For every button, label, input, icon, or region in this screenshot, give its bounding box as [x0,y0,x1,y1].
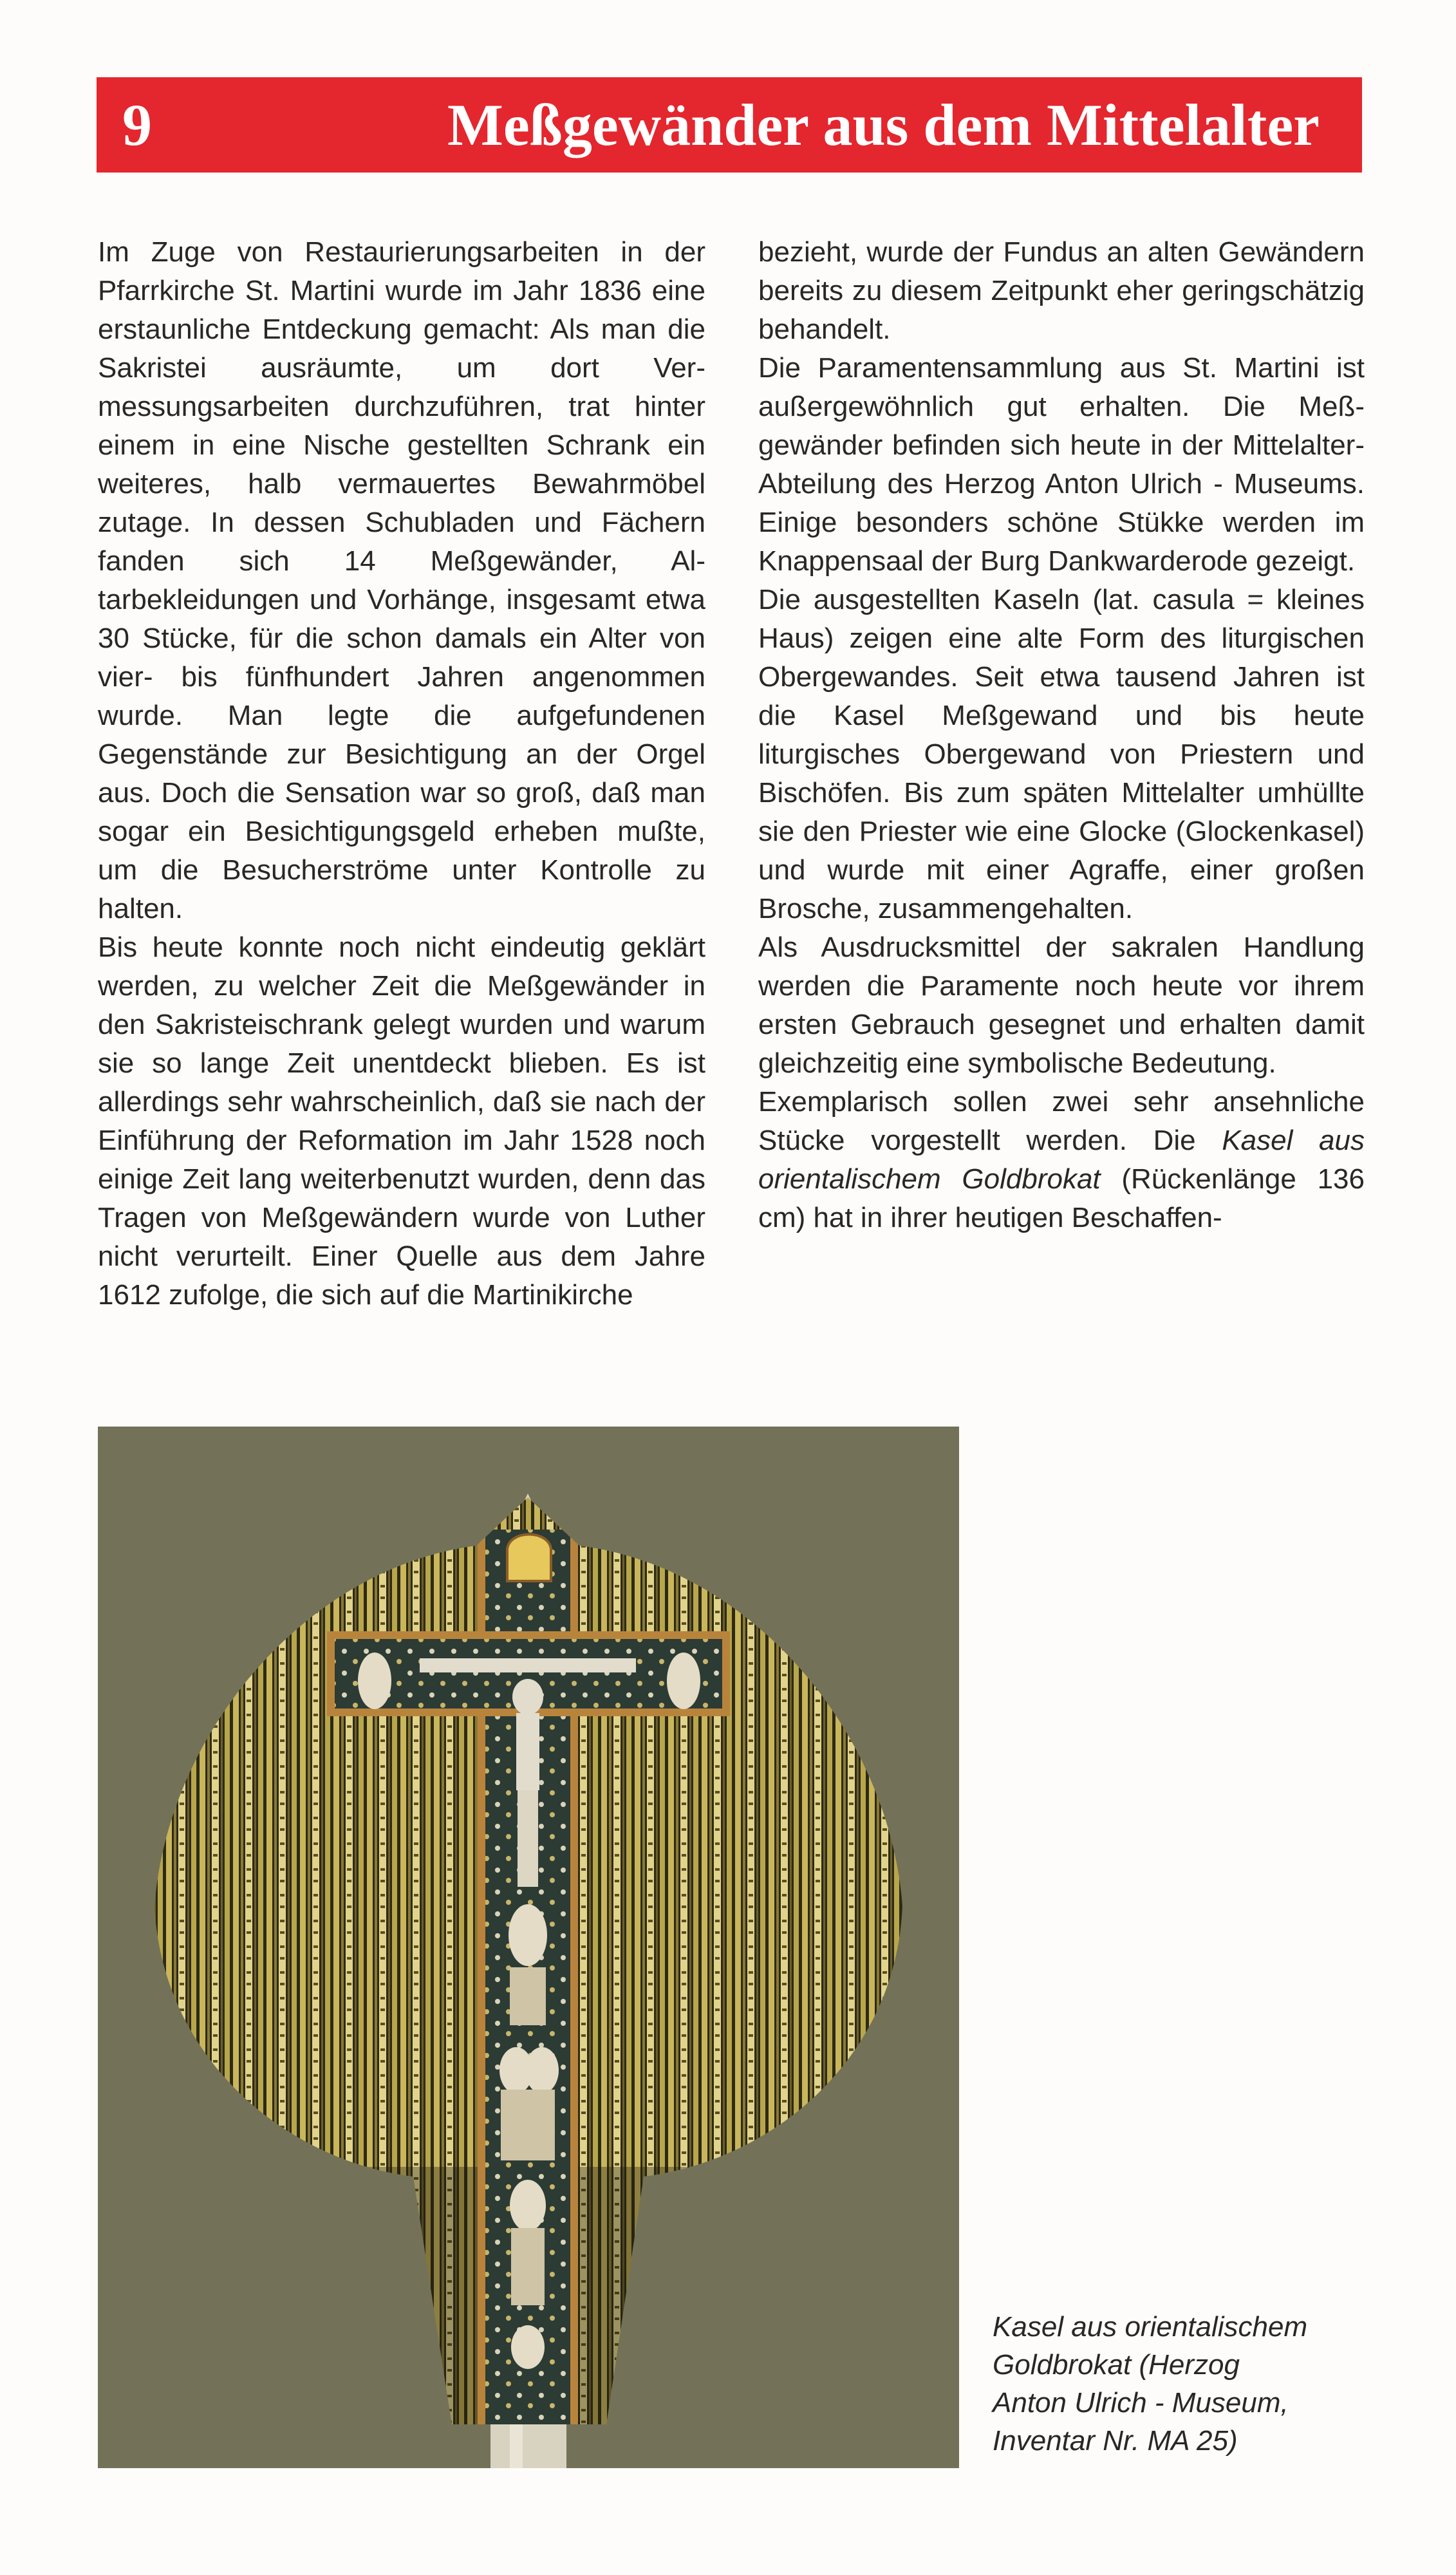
paragraph: Die ausgestellten Kaseln (lat. casula = kleines Haus) zeigen eine alte Form des liturgischen Obergewandes. Seit etwa tausend Jahren ist die Kasel Meßgewand und bis heute liturgisches Obergewand von Priestern und Bischöfen. Bis zum späten Mittelalter umhüllte sie den Priester wie eine Glocke (Glockenkasel) und wurde mit einer Agraffe, einer großen Brosche, zusammengehalten. [758,584,1365,924]
paragraph: Als Ausdrucksmittel der sakralen Handlung werden die Paramente noch heute vor ihrem ersten Gebrauch gesegnet und erhalten damit gleichzeitig eine symbolische Bedeutung. [758,932,1365,1079]
paragraph-text: Exemplarisch sollen zwei sehr ansehnliche Stücke vorgestellt werden. Die [758,1086,1365,1156]
chasuble-illustration [98,1427,959,2468]
caption-line: Inventar Nr. MA 25) [993,2425,1238,2457]
caption-line: Anton Ulrich - Museum, [993,2387,1289,2419]
page-number: 9 [122,92,152,158]
caption-line: Goldbrokat (Herzog [993,2349,1240,2381]
chapter-header [97,77,1362,173]
page-title: Meßgewänder aus dem Mittelalter [447,92,1320,158]
chasuble-photo [98,1427,959,2468]
paragraph: Im Zuge von Restaurierungsarbeiten in der Pfarrkirche St. Martini wurde im Jahr 1836 eine erstaunliche Entdeckung gemacht: Als man die Sakristei ausräumte, um dort Vermessungsarbeiten durchzuführen, trat hinter einem in eine Nische gestellten Schrank ein weiteres, halb vermauertes Bewahrmöbel zutage. In dessen Schubladen und Fächern fanden sich 14 Meßgewänder, Altarbekleidungen und Vorhänge, insgesamt etwa 30 Stücke, für die schon damals ein Alter von vier- bis fünfhundert Jahren angenommen wurde. Man legte die aufgefundenen Gegenstände zur Besichtigung an der Orgel aus. Doch die Sensation war so groß, daß man sogar ein Besichtigungsgeld erheben mußte, um die Besucherströme unter Kontrolle zu halten. [98,236,705,924]
left-text-column [98,233,705,1315]
paragraph-text: (Rückenlänge 136 cm) hat in ihrer heutigen Beschaffen- [758,1163,1365,1233]
right-text-column [758,233,1365,1237]
caption-line: Kasel aus orientalischem [993,2311,1308,2343]
paragraph: Bis heute konnte noch nicht eindeutig geklärt werden, zu welcher Zeit die Meßgewänder in den Sakristeischrank gelegt wurden und warum sie so lange Zeit unentdeckt blieben. Es ist allerdings sehr wahrscheinlich, daß sie nach der Einführung der Reformation im Jahr 1528 noch einige Zeit lang weiterbenutzt wurden, denn das Tragen von Meßgewändern wurde von Luther nicht verurteilt. Einer Quelle aus dem Jahre 1612 zufolge, die sich auf die Martinikirche [98,932,705,1311]
emphasized-title: Kasel aus orientalischem Goldbrokat [758,1125,1365,1195]
figure-caption [993,2308,1372,2460]
paragraph: bezieht, wurde der Fundus an alten Gewändern bereits zu diesem Zeitpunkt eher geringschätzig behandelt. [758,236,1365,345]
paragraph [758,1083,1365,1237]
paragraph: Die Paramentensammlung aus St. Martini ist außergewöhnlich gut erhalten. Die Meßgewänder befinden sich heute in der Mittelalter-Abteilung des Herzog Anton Ulrich - Museums. Einige besonders schöne Stükke werden im Knappensaal der Burg Dankwarderode gezeigt. [758,352,1365,577]
